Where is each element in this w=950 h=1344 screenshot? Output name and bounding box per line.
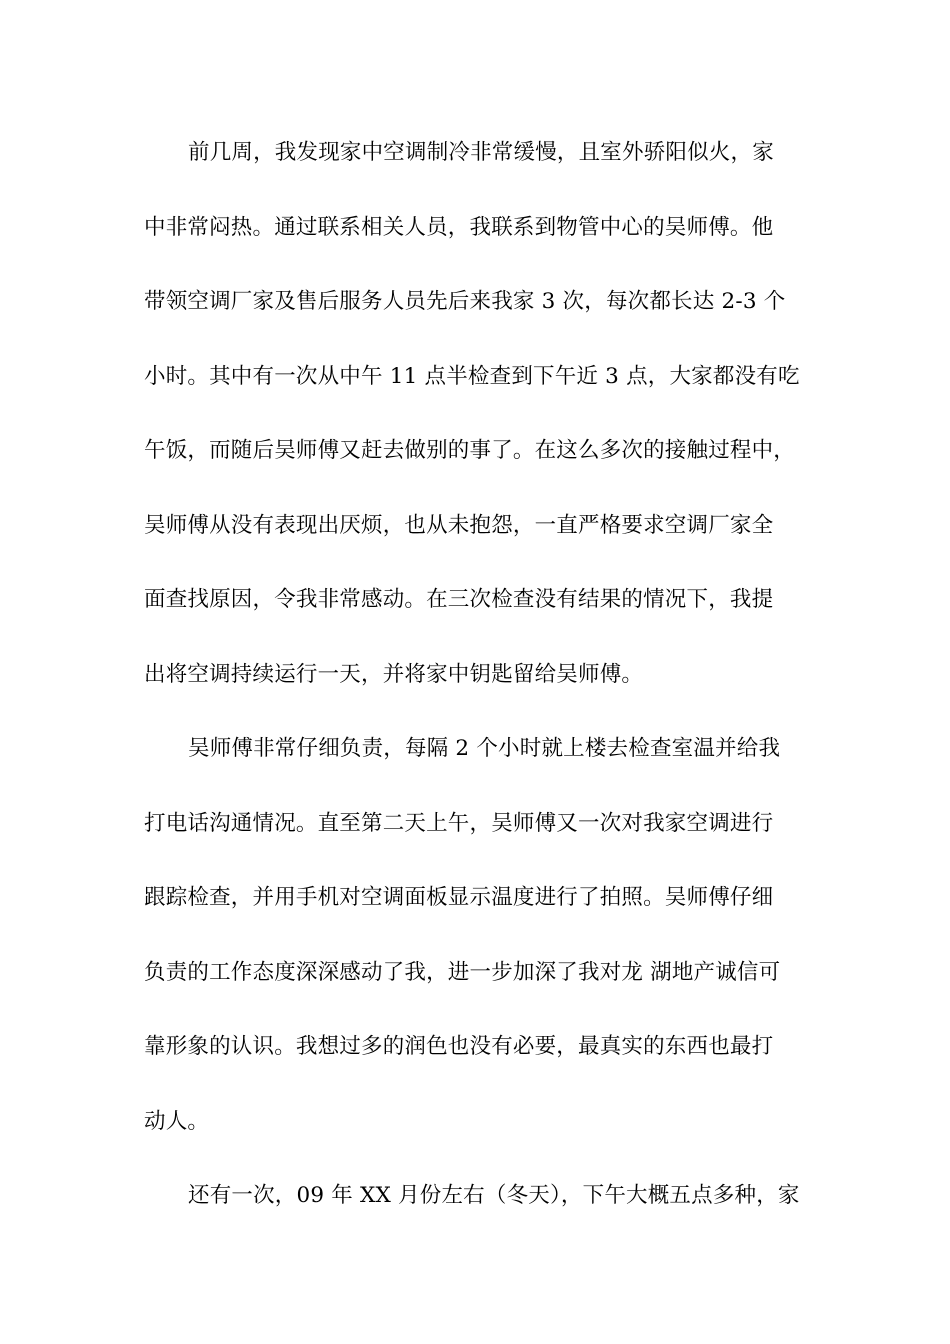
text-line: 动人。 xyxy=(144,1108,210,1134)
document-body xyxy=(144,130,808,1248)
text-line: 吴师傅非常仔细负责，每隔 2 个小时就上楼去检查室温并给我 xyxy=(188,736,781,761)
text-line: 靠形象的认识。我想过多的润色也没有必要，最真实的东西也最打 xyxy=(144,1034,774,1059)
text-line: 前几周，我发现家中空调制冷非常缓慢，且室外骄阳似火，家 xyxy=(188,140,774,165)
text-line: 还有一次，09 年 XX 月份左右（冬天），下午大概五点多种，家 xyxy=(188,1183,800,1208)
text-line: 面查找原因，令我非常感动。在三次检查没有结果的情况下，我提 xyxy=(144,587,774,612)
text-line: 小时。其中有一次从中午 11 点半检查到下午近 3 点，大家都没有吃 xyxy=(144,363,800,389)
text-line: 午饭，而随后吴师傅又赶去做别的事了。在这么多次的接触过程中， xyxy=(144,438,796,463)
text-line: 中非常闷热。通过联系相关人员，我联系到物管中心的吴师傅。他 xyxy=(144,214,774,240)
text-line: 出将空调持续运行一天，并将家中钥匙留给吴师傅。 xyxy=(144,661,644,687)
paragraph-1 xyxy=(144,130,808,726)
text-line: 吴师傅从没有表现出厌烦，也从未抱怨，一直严格要求空调厂家全 xyxy=(144,512,774,538)
text-line: 负责的工作态度深深感动了我，进一步加深了我对龙 湖地产诚信可 xyxy=(144,959,781,985)
paragraph-3 xyxy=(144,1173,808,1248)
paragraph-2 xyxy=(144,726,808,1173)
text-line: 打电话沟通情况。直至第二天上午，吴师傅又一次对我家空调进行 xyxy=(144,810,774,836)
text-line: 带领空调厂家及售后服务人员先后来我家 3 次，每次都长达 2-3 个 xyxy=(144,289,786,314)
text-line: 跟踪检查，并用手机对空调面板显示温度进行了拍照。吴师傅仔细 xyxy=(144,885,774,910)
